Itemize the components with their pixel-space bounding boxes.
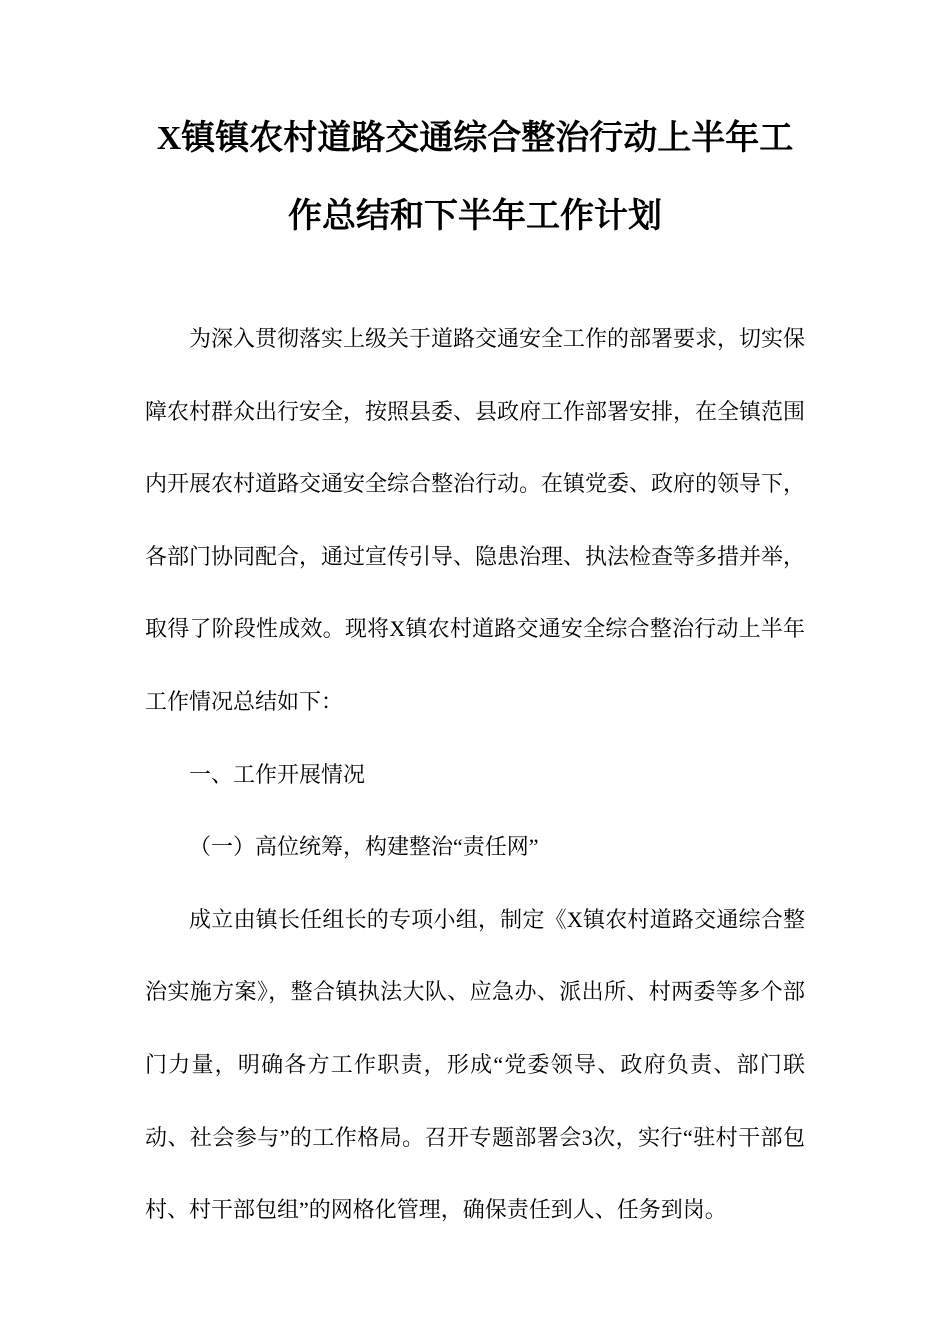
subsection-heading: （一）高位统筹，构建整治“责任网” xyxy=(189,834,539,860)
body-paragraph: 为深入贯彻落实上级关于道路交通安全工作的部署要求，切实保障农村群众出行安全，按照县委、县政府工作部署安排，在全镇范围内开展农村道路交通安全综合整治行动。在镇党委、政府的领导下，各部门协同配合，通过宣传引导、隐患治理、执法检查等多措并举，取得了阶段性成效。现将X镇农村道路交通安全综合整治行动上半年工作情况总结如下： xyxy=(145,326,806,714)
section-heading: 一、工作开展情况 xyxy=(189,761,366,787)
document-body xyxy=(145,303,805,1247)
document-content xyxy=(145,100,805,1247)
document-title: X镇镇农村道路交通综合整治行动上半年工作总结和下半年工作计划 xyxy=(156,120,794,235)
body-paragraph: 成立由镇长任组长的专项小组，制定《X镇农村道路交通综合整治实施方案》，整合镇执法大队、应急办、派出所、村两委等多个部门力量，明确各方工作职责，形成“党委领导、政府负责、部门联动、社会参与”的工作格局。召开专题部署会3次，实行“驻村干部包村、村干部包组”的网格化管理，确保责任到人、任务到岗。 xyxy=(145,906,805,1223)
